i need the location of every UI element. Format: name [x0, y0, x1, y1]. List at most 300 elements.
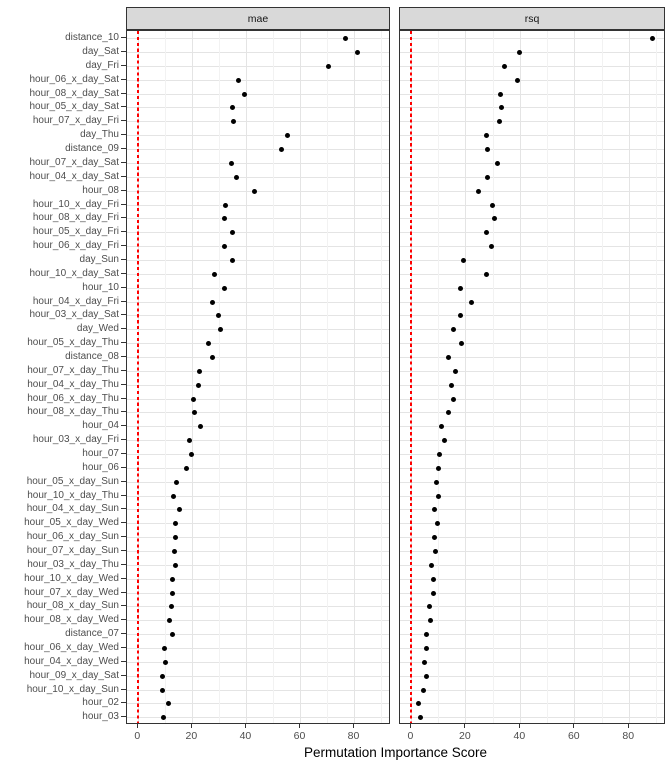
data-point: [502, 64, 507, 69]
grid-line-major: [520, 31, 521, 723]
y-tick-label: hour_05_x_day_Thu: [27, 337, 119, 349]
y-tick-mark: [121, 328, 126, 329]
grid-line-horizontal: [127, 482, 389, 483]
data-point: [431, 591, 436, 596]
x-axis-title: Permutation Importance Score: [303, 745, 488, 760]
data-point: [453, 369, 458, 374]
grid-line-horizontal: [127, 468, 389, 469]
grid-line-horizontal: [127, 38, 389, 39]
grid-line-horizontal: [400, 440, 664, 441]
y-tick-mark: [121, 661, 126, 662]
data-point: [484, 133, 489, 138]
grid-line-horizontal: [400, 509, 664, 510]
y-tick-mark: [121, 592, 126, 593]
data-point: [170, 577, 175, 582]
y-tick-mark: [121, 106, 126, 107]
grid-line-horizontal: [127, 302, 389, 303]
data-point: [166, 701, 171, 706]
y-tick-mark: [121, 134, 126, 135]
data-point: [422, 660, 427, 665]
data-point: [177, 507, 182, 512]
grid-line-horizontal: [400, 135, 664, 136]
data-point: [485, 175, 490, 180]
y-tick-mark: [121, 453, 126, 454]
data-point: [433, 549, 438, 554]
y-tick-label: hour_07_x_day_Wed: [24, 586, 119, 598]
facet-strip-mae: mae: [126, 7, 390, 30]
y-tick-mark: [121, 647, 126, 648]
grid-line-horizontal: [400, 315, 664, 316]
data-point: [435, 521, 440, 526]
y-tick-mark: [121, 550, 126, 551]
data-point: [189, 452, 194, 457]
y-tick-label: hour_04_x_day_Sun: [26, 503, 119, 515]
y-tick-label: hour_08_x_day_Thu: [27, 406, 119, 418]
data-point: [326, 64, 331, 69]
data-point: [216, 313, 221, 318]
y-tick-mark: [121, 231, 126, 232]
grid-line-horizontal: [127, 690, 389, 691]
y-tick-mark: [121, 273, 126, 274]
data-point: [446, 355, 451, 360]
data-point: [428, 618, 433, 623]
grid-line-horizontal: [400, 551, 664, 552]
grid-line-minor: [493, 31, 494, 723]
grid-line-horizontal: [127, 149, 389, 150]
grid-line-horizontal: [400, 191, 664, 192]
y-tick-mark: [121, 370, 126, 371]
data-point: [442, 438, 447, 443]
grid-line-horizontal: [400, 648, 664, 649]
data-point: [252, 189, 257, 194]
grid-line-horizontal: [127, 579, 389, 580]
data-point: [210, 300, 215, 305]
grid-line-horizontal: [127, 274, 389, 275]
data-point: [495, 161, 500, 166]
grid-line-horizontal: [127, 509, 389, 510]
x-tick-label: 20: [185, 730, 198, 742]
y-tick-label: hour_04_x_day_Thu: [27, 378, 119, 390]
grid-line-horizontal: [400, 288, 664, 289]
x-tick-mark: [353, 724, 354, 728]
y-tick-mark: [121, 439, 126, 440]
y-tick-label: hour_03_x_day_Sat: [29, 309, 119, 321]
grid-line-horizontal: [127, 385, 389, 386]
y-tick-label: hour_10_x_day_Wed: [24, 572, 119, 584]
x-tick-label: 60: [293, 730, 306, 742]
grid-line-major: [465, 31, 466, 723]
data-point: [234, 175, 239, 180]
data-point: [218, 327, 223, 332]
grid-line-horizontal: [400, 676, 664, 677]
facet-strip-rsq: rsq: [399, 7, 665, 30]
grid-line-horizontal: [400, 357, 664, 358]
grid-line-horizontal: [127, 537, 389, 538]
grid-line-horizontal: [400, 218, 664, 219]
y-tick-mark: [121, 287, 126, 288]
y-tick-mark: [121, 259, 126, 260]
y-tick-label: hour_10_x_day_Sun: [26, 683, 119, 695]
x-tick-mark: [410, 724, 411, 728]
data-point: [439, 424, 444, 429]
grid-line-minor: [602, 31, 603, 723]
grid-line-horizontal: [127, 454, 389, 455]
data-point: [458, 286, 463, 291]
data-point: [167, 618, 172, 623]
data-point: [163, 660, 168, 665]
data-point: [231, 119, 236, 124]
data-point: [343, 36, 348, 41]
y-tick-label: hour_04: [82, 420, 119, 432]
grid-line-horizontal: [127, 676, 389, 677]
y-tick-label: day_Fri: [85, 59, 119, 71]
data-point: [459, 341, 464, 346]
data-point: [355, 50, 360, 55]
y-tick-mark: [121, 578, 126, 579]
y-tick-label: hour_03_x_day_Fri: [32, 434, 119, 446]
x-tick-label: 20: [459, 730, 471, 742]
grid-line-horizontal: [400, 690, 664, 691]
data-point: [170, 591, 175, 596]
x-tick-mark: [245, 724, 246, 728]
zero-reference-line: [410, 31, 412, 723]
y-tick-mark: [121, 605, 126, 606]
data-point: [279, 147, 284, 152]
grid-line-horizontal: [127, 565, 389, 566]
x-tick-label: 0: [407, 730, 414, 742]
grid-line-horizontal: [400, 634, 664, 635]
y-tick-label: hour_06: [82, 461, 119, 473]
y-tick-mark: [121, 522, 126, 523]
data-point: [173, 563, 178, 568]
grid-line-horizontal: [400, 717, 664, 718]
grid-line-horizontal: [127, 357, 389, 358]
facet-panel-rsq: [399, 30, 665, 724]
grid-line-horizontal: [400, 38, 664, 39]
grid-line-horizontal: [127, 399, 389, 400]
data-point: [184, 466, 189, 471]
y-tick-label: hour_05_x_day_Wed: [24, 517, 119, 529]
data-point: [499, 105, 504, 110]
grid-line-horizontal: [127, 52, 389, 53]
grid-line-major: [354, 31, 355, 723]
y-tick-label: hour_07_x_day_Fri: [32, 115, 119, 127]
y-tick-mark: [121, 356, 126, 357]
data-point: [498, 92, 503, 97]
grid-line-horizontal: [400, 260, 664, 261]
grid-line-horizontal: [400, 412, 664, 413]
data-point: [517, 50, 522, 55]
grid-line-minor: [381, 31, 382, 723]
y-tick-label: hour_06_x_day_Fri: [32, 240, 119, 252]
grid-line-horizontal: [400, 149, 664, 150]
y-tick-label: hour_10_x_day_Fri: [32, 198, 119, 210]
grid-line-minor: [327, 31, 328, 723]
y-tick-mark: [121, 301, 126, 302]
grid-line-horizontal: [127, 232, 389, 233]
y-tick-mark: [121, 564, 126, 565]
grid-line-horizontal: [400, 177, 664, 178]
data-point: [437, 452, 442, 457]
x-tick-label: 80: [622, 730, 635, 742]
grid-line-minor: [438, 31, 439, 723]
data-point: [424, 632, 429, 637]
y-tick-mark: [121, 467, 126, 468]
y-tick-label: hour_05_x_day_Sat: [29, 101, 119, 113]
grid-line-minor: [656, 31, 657, 723]
data-point: [196, 383, 201, 388]
y-tick-mark: [121, 245, 126, 246]
y-tick-mark: [121, 633, 126, 634]
data-point: [236, 78, 241, 83]
y-tick-label: hour_02: [82, 697, 119, 709]
grid-line-horizontal: [400, 302, 664, 303]
grid-line-horizontal: [127, 66, 389, 67]
grid-line-horizontal: [127, 246, 389, 247]
data-point: [436, 466, 441, 471]
y-tick-label: hour_08_x_day_Sun: [26, 600, 119, 612]
data-point: [223, 203, 228, 208]
data-point: [490, 203, 495, 208]
y-tick-label: hour_05_x_day_Fri: [32, 226, 119, 238]
grid-line-horizontal: [127, 440, 389, 441]
y-tick-label: hour_06_x_day_Thu: [27, 392, 119, 404]
x-tick-mark: [137, 724, 138, 728]
data-point: [210, 355, 215, 360]
data-point: [497, 119, 502, 124]
grid-line-horizontal: [127, 426, 389, 427]
grid-line-horizontal: [400, 385, 664, 386]
data-point: [432, 507, 437, 512]
facet-panel-mae: [126, 30, 390, 724]
y-tick-label: hour_10_x_day_Thu: [27, 489, 119, 501]
grid-line-horizontal: [400, 606, 664, 607]
data-point: [418, 715, 423, 720]
y-tick-label: distance_07: [65, 628, 119, 640]
data-point: [485, 147, 490, 152]
y-tick-mark: [121, 162, 126, 163]
data-point: [451, 397, 456, 402]
y-tick-mark: [121, 342, 126, 343]
grid-line-horizontal: [127, 634, 389, 635]
y-tick-mark: [121, 314, 126, 315]
y-tick-label: hour_04_x_day_Wed: [24, 655, 119, 667]
y-tick-mark: [121, 398, 126, 399]
y-tick-label: hour_06_x_day_Sun: [26, 531, 119, 543]
grid-line-horizontal: [127, 163, 389, 164]
grid-line-horizontal: [400, 232, 664, 233]
y-tick-mark: [121, 176, 126, 177]
y-tick-label: hour_07: [82, 447, 119, 459]
y-tick-mark: [121, 425, 126, 426]
data-point: [285, 133, 290, 138]
x-tick-mark: [464, 724, 465, 728]
data-point: [429, 563, 434, 568]
x-tick-label: 80: [347, 730, 360, 742]
y-tick-mark: [121, 79, 126, 80]
y-tick-mark: [121, 536, 126, 537]
data-point: [421, 688, 426, 693]
data-point: [242, 92, 247, 97]
data-point: [191, 397, 196, 402]
grid-line-horizontal: [400, 399, 664, 400]
grid-line-horizontal: [400, 94, 664, 95]
grid-line-major: [192, 31, 193, 723]
x-tick-label: 40: [239, 730, 252, 742]
y-tick-label: hour_07_x_day_Sun: [26, 544, 119, 556]
data-point: [173, 521, 178, 526]
y-tick-label: hour_10_x_day_Sat: [29, 267, 119, 279]
data-point: [484, 230, 489, 235]
grid-line-horizontal: [400, 274, 664, 275]
x-tick-mark: [299, 724, 300, 728]
y-tick-label: hour_06_x_day_Wed: [24, 642, 119, 653]
y-tick-label: day_Sat: [82, 46, 119, 58]
grid-line-horizontal: [400, 121, 664, 122]
grid-line-horizontal: [127, 523, 389, 524]
data-point: [160, 674, 165, 679]
grid-line-minor: [219, 31, 220, 723]
grid-line-horizontal: [400, 579, 664, 580]
grid-line-horizontal: [127, 107, 389, 108]
x-tick-mark: [191, 724, 192, 728]
grid-line-horizontal: [400, 163, 664, 164]
grid-line-horizontal: [127, 329, 389, 330]
grid-line-horizontal: [400, 620, 664, 621]
x-tick-label: 40: [513, 730, 526, 742]
grid-line-horizontal: [127, 121, 389, 122]
grid-line-horizontal: [127, 177, 389, 178]
data-point: [222, 286, 227, 291]
y-tick-label: hour_06_x_day_Sat: [29, 73, 119, 85]
y-tick-label: distance_08: [65, 350, 119, 362]
y-tick-label: hour_07_x_day_Sat: [29, 156, 119, 168]
data-point: [174, 480, 179, 485]
y-tick-mark: [121, 65, 126, 66]
data-point: [172, 549, 177, 554]
grid-line-horizontal: [400, 52, 664, 53]
y-tick-mark: [121, 384, 126, 385]
grid-line-major: [629, 31, 630, 723]
grid-line-major: [300, 31, 301, 723]
data-point: [492, 216, 497, 221]
grid-line-minor: [165, 31, 166, 723]
grid-line-horizontal: [400, 66, 664, 67]
grid-line-horizontal: [400, 80, 664, 81]
data-point: [170, 632, 175, 637]
data-point: [449, 383, 454, 388]
grid-line-horizontal: [127, 371, 389, 372]
zero-reference-line: [137, 31, 139, 723]
data-point: [192, 410, 197, 415]
data-point: [515, 78, 520, 83]
y-tick-label: day_Wed: [76, 323, 119, 335]
y-tick-mark: [121, 619, 126, 620]
grid-line-horizontal: [127, 496, 389, 497]
data-point: [206, 341, 211, 346]
grid-line-horizontal: [127, 412, 389, 413]
data-point: [230, 105, 235, 110]
grid-line-horizontal: [400, 593, 664, 594]
data-point: [451, 327, 456, 332]
data-point: [169, 604, 174, 609]
data-point: [222, 216, 227, 221]
grid-line-horizontal: [400, 703, 664, 704]
data-point: [162, 646, 167, 651]
grid-line-horizontal: [127, 315, 389, 316]
y-tick-label: hour_10: [82, 281, 119, 293]
data-point: [160, 688, 165, 693]
grid-line-horizontal: [127, 593, 389, 594]
y-tick-label: hour_08_x_day_Sat: [29, 87, 119, 99]
grid-line-major: [574, 31, 575, 723]
grid-line-horizontal: [400, 482, 664, 483]
x-tick-label: 60: [567, 730, 580, 742]
data-point: [416, 701, 421, 706]
data-point: [476, 189, 481, 194]
y-tick-mark: [121, 702, 126, 703]
y-tick-mark: [121, 481, 126, 482]
data-point: [446, 410, 451, 415]
data-point: [424, 674, 429, 679]
grid-line-major: [246, 31, 247, 723]
y-tick-mark: [121, 508, 126, 509]
data-point: [198, 424, 203, 429]
grid-line-horizontal: [400, 329, 664, 330]
grid-line-horizontal: [400, 343, 664, 344]
y-tick-mark: [121, 51, 126, 52]
grid-line-horizontal: [400, 662, 664, 663]
y-tick-mark: [121, 93, 126, 94]
y-tick-label: hour_04_x_day_Sat: [29, 170, 119, 182]
data-point: [222, 244, 227, 249]
grid-line-minor: [273, 31, 274, 723]
y-tick-label: hour_05_x_day_Sun: [26, 475, 119, 487]
grid-line-horizontal: [127, 80, 389, 81]
grid-line-horizontal: [127, 260, 389, 261]
grid-line-horizontal: [400, 107, 664, 108]
data-point: [197, 369, 202, 374]
x-tick-mark: [573, 724, 574, 728]
grid-line-horizontal: [127, 343, 389, 344]
grid-line-horizontal: [127, 717, 389, 718]
data-point: [432, 535, 437, 540]
data-point: [230, 230, 235, 235]
data-point: [650, 36, 655, 41]
y-tick-mark: [121, 689, 126, 690]
y-tick-mark: [121, 495, 126, 496]
x-tick-label: 0: [134, 730, 141, 742]
y-tick-mark: [121, 204, 126, 205]
grid-line-horizontal: [400, 205, 664, 206]
y-tick-label: hour_08_x_day_Fri: [32, 212, 119, 224]
data-point: [489, 244, 494, 249]
y-tick-mark: [121, 190, 126, 191]
grid-line-horizontal: [127, 606, 389, 607]
data-point: [424, 646, 429, 651]
grid-line-horizontal: [127, 135, 389, 136]
grid-line-horizontal: [127, 288, 389, 289]
grid-line-horizontal: [127, 218, 389, 219]
grid-line-horizontal: [127, 551, 389, 552]
x-tick-mark: [519, 724, 520, 728]
grid-line-horizontal: [400, 371, 664, 372]
y-tick-label: hour_03: [82, 711, 119, 723]
y-tick-mark: [121, 675, 126, 676]
data-point: [431, 577, 436, 582]
x-tick-mark: [628, 724, 629, 728]
y-tick-label: hour_09_x_day_Sat: [29, 669, 119, 681]
